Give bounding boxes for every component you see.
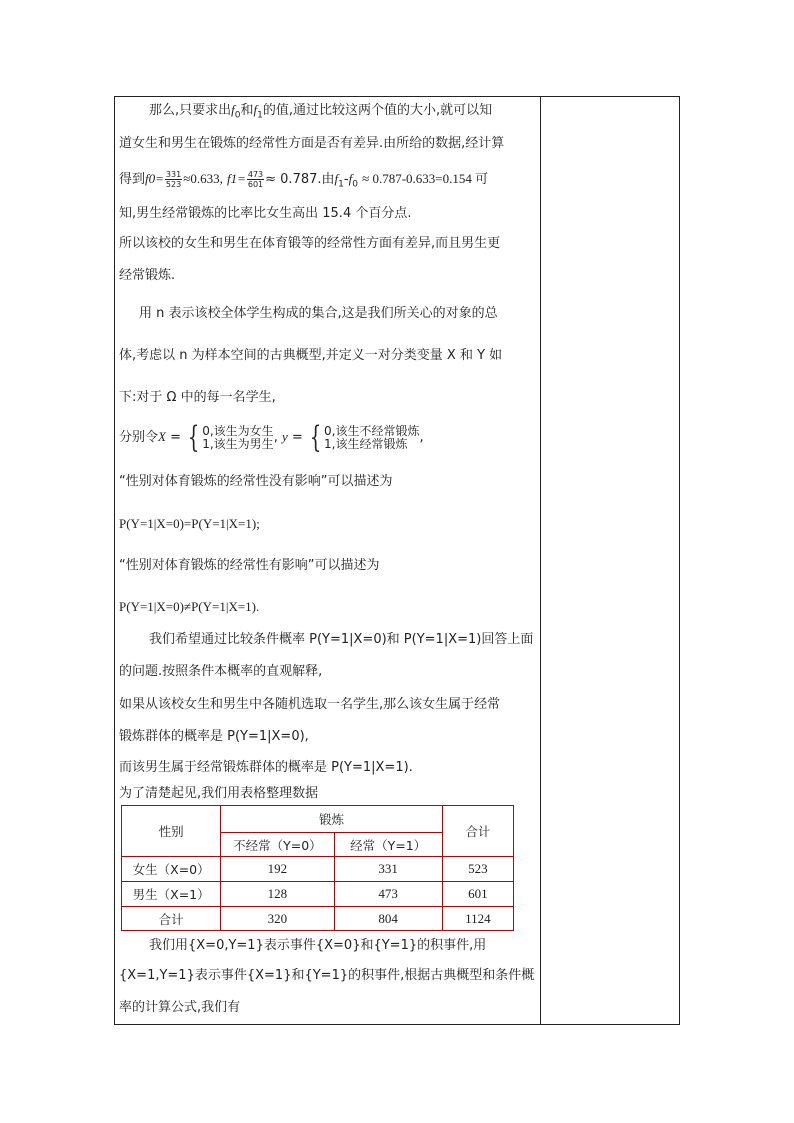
cell-total: 523: [442, 857, 513, 882]
text: 由: [321, 172, 335, 187]
f1-symbol: f: [253, 102, 258, 117]
formula-equal: P(Y=1|X=0)=P(Y=1|X=1);: [119, 516, 260, 531]
table-row: [122, 882, 514, 907]
cell-not-regular: 192: [221, 857, 334, 882]
para3-line1: 用 n 表示该校全体学生构成的集合,这是我们所关心的对象的总: [139, 306, 498, 321]
table-row: [122, 857, 514, 882]
header-gender: 性别: [122, 806, 221, 857]
para8-line2: {X=1,Y=1}表示事件{X=1}和{Y=1}的积事件,根据古典概型和条件概: [119, 968, 535, 983]
para6-line1: 而该男生属于经常锻炼群体的概率是 P(Y=1|X=1).: [119, 760, 413, 775]
f0-subscript: 0: [352, 179, 358, 190]
table-header-row: [122, 806, 514, 833]
para1-line1: [149, 102, 492, 124]
y-variable: y: [281, 429, 288, 444]
variable-definition: 分别令X = { 0,该生为女生 1,该生为男生 , y = { 0,该生不经常锻炼 1,该生经常锻炼 ,: [119, 419, 424, 455]
left-brace-icon: {: [187, 419, 200, 455]
f0-symbol: f: [231, 102, 235, 117]
text: 的值,通过比较这两个值的大小,就可以知: [262, 103, 493, 118]
column-divider: [540, 96, 541, 1025]
para5-line1: 如果从该校女生和男生中各随机选取一名学生,那么该女生属于经常: [119, 697, 501, 712]
formula-not-equal: P(Y=1|X=0)≠P(Y=1|X=1).: [119, 599, 260, 614]
fraction-denominator: 523: [165, 180, 182, 189]
case-line: 1,该生为男生: [202, 436, 274, 451]
f1-value: ≈ 0.787.: [265, 172, 322, 187]
f0-fraction: [165, 170, 182, 189]
left-brace-icon: {: [309, 419, 322, 455]
para4-line2: 的问题.按照条件本概率的直观解释,: [119, 664, 323, 679]
header-regular: 经常（Y=1）: [334, 833, 442, 857]
para8-line3: 率的计算公式,我们有: [119, 1000, 241, 1015]
para2-line1: 所以该校的女生和男生在体育锻等的经常性方面有差异,而且男生更: [119, 236, 501, 251]
f1-subscript: 1: [338, 179, 344, 190]
case-line: 0,该生为女生: [202, 423, 274, 438]
f0-value: ≈0.633,: [183, 171, 223, 186]
row-label: 合计: [122, 907, 221, 931]
cell-total: 601: [442, 882, 513, 907]
difference-expression: ≈ 0.787-0.633=0.154 可: [362, 171, 489, 186]
fraction-numerator: 473: [247, 170, 264, 179]
text: 那么,只要求出: [149, 103, 232, 118]
text: 得到: [119, 172, 146, 187]
quote-effect: “性别对体育锻炼的经常性有影响”可以描述为: [119, 558, 380, 573]
f0-subscript: 0: [234, 110, 241, 121]
cell-not-regular: 128: [221, 882, 334, 907]
case-line: 0,该生不经常锻炼: [324, 423, 420, 438]
y-cases: [324, 425, 419, 451]
text: 分别令: [119, 430, 159, 445]
data-table: [121, 805, 514, 931]
para5-line2: 锻炼群体的概率是 P(Y=1|X=0),: [119, 729, 309, 744]
para1-line4: 知,男生经常锻炼的比率比女生高出 15.4 个百分点.: [119, 206, 412, 221]
row-label: 女生（X=0）: [122, 857, 221, 882]
cell-total: 1124: [442, 907, 513, 931]
cell-regular: 804: [334, 907, 442, 931]
f1-label: f1=: [226, 171, 246, 186]
case-line: 1,该生经常锻炼: [324, 436, 408, 451]
para3-line3: 下:对于 Ω 中的每一名学生,: [119, 390, 276, 405]
text: ,: [273, 430, 278, 445]
f0-symbol: f: [348, 171, 353, 186]
para4-line1: 我们希望通过比较条件概率 P(Y=1|X=0)和 P(Y=1|X=1)回答上面: [149, 632, 534, 647]
para1-line3: 得到f0= $\frac{331}{523}$ ≈0.633, f1= $\frac{473}{601}$ ≈ 0.787.由$f_1-f_0 \approx 0.787-0.633=0.154$ 可: [119, 170, 489, 190]
text: 和: [240, 103, 254, 118]
para8-line1: 我们用{X=0,Y=1}表示事件{X=0}和{Y=1}的积事件,用: [149, 938, 487, 953]
header-not-regular: 不经常（Y=0）: [221, 833, 334, 857]
para3-line2: 体,考虑以 n 为样本空间的古典概型,并定义一对分类变量 X 和 Y 如: [119, 348, 503, 363]
f1-fraction: [247, 170, 264, 189]
para1-line2: 道女生和男生在锻炼的经常性方面是否有差异.由所给的数据,经计算: [119, 136, 505, 151]
header-total: 合计: [442, 806, 513, 857]
cell-regular: 473: [334, 882, 442, 907]
header-exercise: 锻炼: [221, 806, 443, 833]
row-label: 男生（X=1）: [122, 882, 221, 907]
cell-not-regular: 320: [221, 907, 334, 931]
table-row: [122, 907, 514, 931]
para7-line1: 为了清楚起见,我们用表格整理数据: [119, 786, 319, 801]
fraction-numerator: 331: [165, 170, 182, 179]
f0-label: f0=: [145, 171, 164, 186]
fraction-denominator: 601: [247, 180, 264, 189]
f1-subscript: 1: [257, 110, 263, 121]
text: ,: [419, 430, 424, 445]
f1-symbol: f: [334, 171, 339, 186]
x-cases: [202, 425, 273, 451]
cell-regular: 331: [334, 857, 442, 882]
para2-line2: 经常锻炼.: [119, 268, 176, 283]
quote-no-effect: “性别对体育锻炼的经常性没有影响”可以描述为: [119, 474, 393, 489]
x-variable: X: [158, 429, 166, 444]
